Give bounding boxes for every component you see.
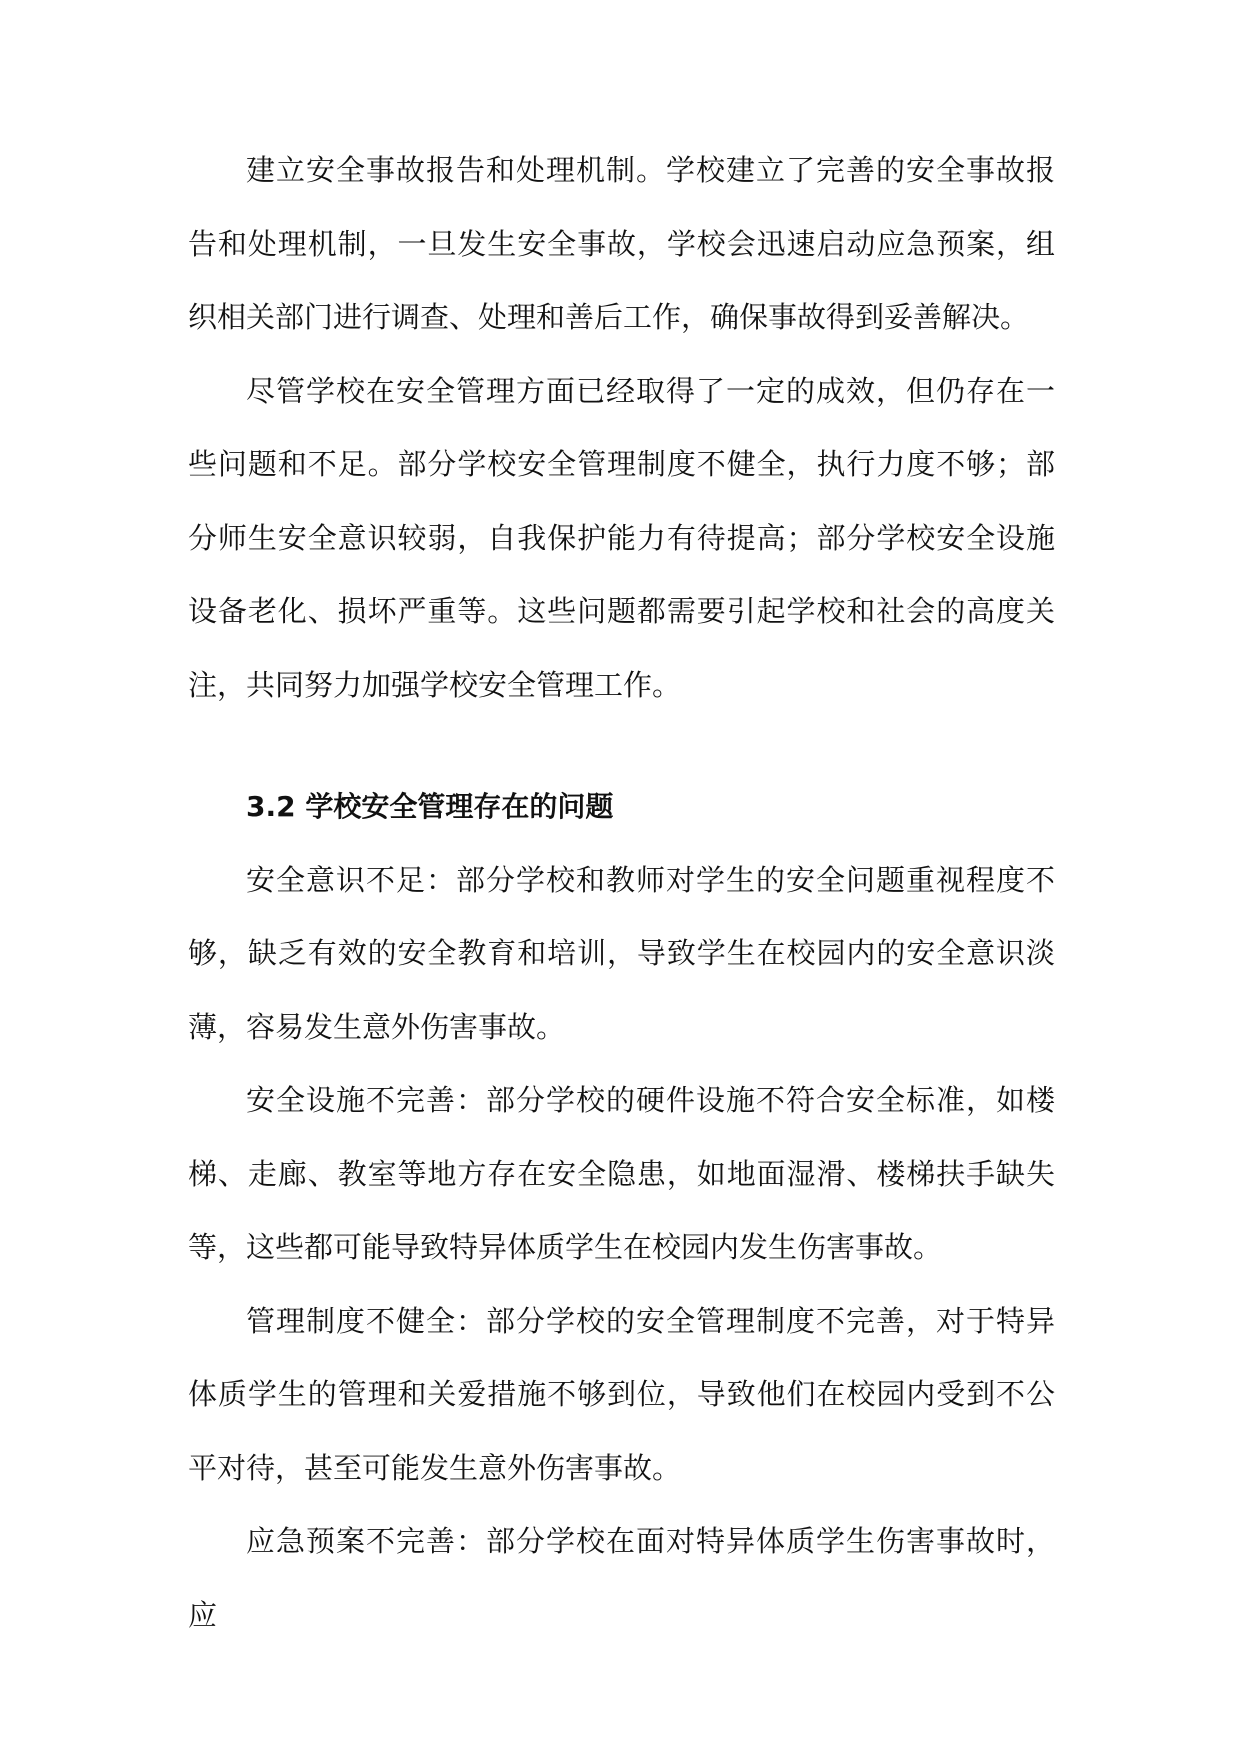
document-body: [188, 134, 1055, 1652]
paragraph-existing-problems: 尽管学校在安全管理方面已经取得了一定的成效，但仍存在一些问题和不足。部分学校安全管理制度不健全，执行力度不够；部分师生安全意识较弱，自我保护能力有待提高；部分学校安全设施设备老化、损坏严重等。这些问题都需要引起学校和社会的高度关注，共同努力加强学校安全管理工作。: [188, 373, 1055, 702]
paragraph-safety-facilities: 安全设施不完善：部分学校的硬件设施不符合安全标准，如楼梯、走廊、教室等地方存在安全隐患，如地面湿滑、楼梯扶手缺失等，这些都可能导致特异体质学生在校园内发生伤害事故。: [188, 1083, 1055, 1264]
paragraph-emergency-plan: 应急预案不完善：部分学校在面对特异体质学生伤害事故时，应: [188, 1524, 1055, 1632]
paragraph-management-system: 管理制度不健全：部分学校的安全管理制度不完善，对于特异体质学生的管理和关爱措施不够到位，导致他们在校园内受到不公平对待，甚至可能发生意外伤害事故。: [188, 1303, 1055, 1485]
paragraph-accident-reporting: 建立安全事故报告和处理机制。学校建立了完善的安全事故报告和处理机制，一旦发生安全事故，学校会迅速启动应急预案，组织相关部门进行调查、处理和善后工作，确保事故得到妥善解决。: [188, 153, 1055, 334]
paragraph-safety-awareness: 安全意识不足：部分学校和教师对学生的安全问题重视程度不够，缺乏有效的安全教育和培训，导致学生在校园内的安全意识淡薄，容易发生意外伤害事故。: [188, 862, 1055, 1044]
section-heading: 3.2 学校安全管理存在的问题: [246, 790, 614, 823]
